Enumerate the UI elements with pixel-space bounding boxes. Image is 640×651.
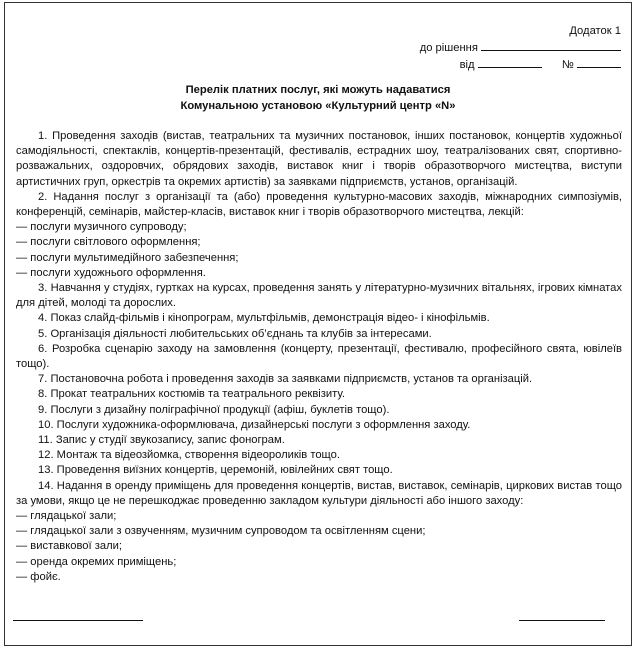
list-item: 8. Прокат театральних костюмів та театрального реквізиту. <box>38 388 345 401</box>
list-item: 5. Організація діяльності любительських об’єднань та клубів за інтересами. <box>38 327 432 340</box>
list-item: 11. Запис у студії звукозапису, запис фонограм. <box>38 434 285 447</box>
services-list <box>16 129 622 585</box>
list-item: 7. Постановочна робота і проведення заходів за заявками підприємств, установ та організацій. <box>38 373 533 386</box>
list-item: — послуги художнього оформлення. <box>16 266 206 279</box>
from-label: від <box>459 59 475 71</box>
list-item: — фойє. <box>16 570 61 583</box>
signature-line-right <box>519 620 605 621</box>
list-item: — послуги мультимедійного забезпечення; <box>16 251 239 264</box>
appendix-title: Додаток 1 <box>569 25 621 37</box>
list-item: — послуги музичного супроводу; <box>16 221 187 234</box>
number-blank-line <box>577 56 621 68</box>
list-item: 3. Навчання у студіях, гуртках на курсах, проведення занять у літературно-музичних вітальнях, ігрових кімнатах для дітей, молоді та дорослих. <box>16 282 622 310</box>
document-title <box>5 82 631 114</box>
list-item: — глядацької зали з озвученням, музичним супроводом та освітленням сцени; <box>16 525 426 538</box>
title-line-1: Перелік платних послуг, які можуть надаватися <box>185 84 451 96</box>
decision-blank-line <box>481 39 621 51</box>
number-label: № <box>561 59 574 71</box>
date-number-row <box>420 56 621 73</box>
list-item: — послуги світлового оформлення; <box>16 236 201 249</box>
list-item: — виставкової зали; <box>16 540 122 553</box>
signature-line-left <box>13 620 143 621</box>
list-item: 1. Проведення заходів (вистав, театральних та музичних постановок, інших постановок, концертів художньої самодіяльності, спектаклів, концертів-презентацій, фестивалів, естрадних шоу, театралізованих свят, спортивно-розважальних, оздоровчих, обрядових заходів, виставок книг і творів образотворчого мистецтва, виступи артистичних груп, оркестрів та окремих артистів) за заявками підприємств, установ, організацій. <box>16 130 622 188</box>
document-page <box>4 2 632 646</box>
date-blank-line <box>478 56 542 68</box>
list-item: — глядацької зали; <box>16 510 117 523</box>
list-item: 2. Надання послуг з організації та (або) проведення культурно-масових заходів, міжнародних симпозіумів, конференцій, семінарів, майстер-класів, виставок книг і творів образотворчого мистецтва, лекцій: <box>16 190 622 219</box>
title-line-2: Комунальною установою «Культурний центр «N» <box>180 100 456 112</box>
list-item: 13. Проведення виїзних концертів, церемоній, ювілейних свят тощо. <box>38 464 393 477</box>
list-item: 12. Монтаж та відеозйомка, створення відеороликів тощо. <box>38 449 340 462</box>
decision-row <box>420 39 621 56</box>
list-item: 9. Послуги з дизайну поліграфічної продукції (афіш, буклетів тощо). <box>38 403 390 416</box>
decision-label: до рішення <box>419 42 478 54</box>
list-item: — оренда окремих приміщень; <box>16 555 177 568</box>
list-item: 10. Послуги художника-оформлювача, дизайнерські послуги з оформлення заходу. <box>38 418 471 431</box>
list-item: 14. Надання в оренду приміщень для проведення концертів, вистав, виставок, семінарів, циркових вистав тощо за умови, якщо це не перешкоджає проведенню закладом культури діяльності або іншого заходу: <box>16 479 622 507</box>
list-item: 6. Розробка сценарію заходу на замовлення (концерту, презентації, фестивалю, професійного свята, ювілеїв тощо). <box>16 342 622 371</box>
appendix-block <box>420 23 621 73</box>
list-item: 4. Показ слайд-фільмів і кінопрограм, мультфільмів, демонстрація відео- і кінофільмів. <box>38 312 490 325</box>
